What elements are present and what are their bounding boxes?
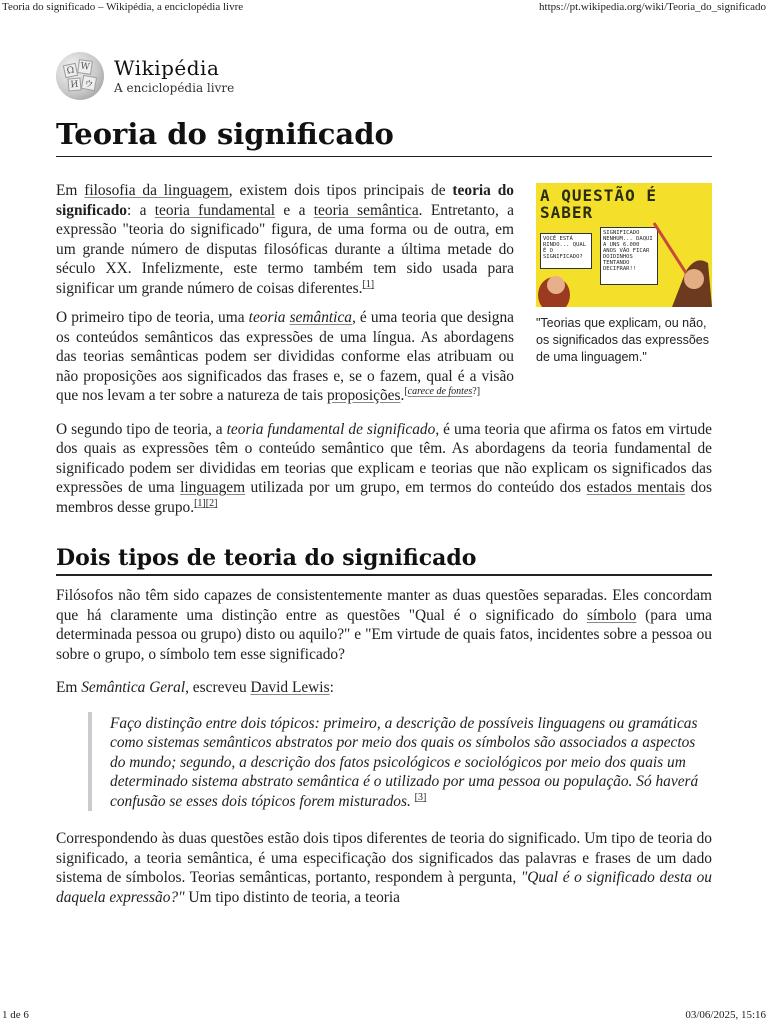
print-footer — [0, 1009, 768, 1021]
link-david-lewis[interactable]: David Lewis — [250, 679, 330, 696]
section-paragraph-1: Filósofos não têm sido capazes de consistentemente manter as duas questões separadas. Eles concordam que há claramente uma distinção entre as questões "Qual é o significado do símbolo (para uma determinada pessoa ou grupo) disto ou aquilo?" e "Em virtude de quais fatos, incidentes sobre a pessoa ou sobre o grupo, o símbolo tem esse significado? — [56, 587, 712, 663]
wikipedia-logo[interactable] — [56, 52, 234, 100]
link-proposicoes[interactable]: proposições — [326, 387, 401, 404]
print-url[interactable]: https://pt.wikipedia.org/wiki/Teoria_do_significado — [539, 1, 766, 13]
reference-1[interactable]: [1] — [362, 278, 375, 290]
print-header — [0, 1, 768, 13]
intro-paragraph-2: O primeiro tipo de teoria, uma teoria semântica, é uma teoria que designa os conteúdos semânticos das expressões de uma língua. As abordagens das teorias semânticas podem ser divididas conforme elas atribuam ou não proposições aos significados das frases e, se o fazem, qual é a visão que nos levam a ter sobre a natureza de tais proposições.[carece de fontes?] — [56, 309, 515, 404]
intro-paragraph-1: Em filosofia da linguagem, existem dois tipos principais de teoria do significado: a teoria fundamental e a teoria semântica. Entretanto, a expressão "teoria do significado" figura, de uma forma ou de outra, em um grande número de disputas filosóficas durante a última metade do século XX. Infelizmente, este termo também tem sido usada para significar um grande número de coisas diferentes.[1] — [56, 182, 514, 297]
logo-wordmark: Wikipédia — [114, 56, 220, 80]
link-semantica[interactable]: semântica — [289, 309, 352, 326]
link-filosofia-da-linguagem[interactable]: filosofia da linguagem — [84, 182, 229, 199]
reference-3[interactable]: [3] — [414, 791, 427, 803]
page-number: 1 de 6 — [2, 1009, 29, 1021]
figure-characters-illustration — [536, 183, 712, 307]
wikipedia-globe-icon: Ω W И ウ — [56, 52, 104, 100]
reference-1[interactable]: [1] — [194, 497, 206, 509]
reference-2[interactable]: [2] — [205, 497, 218, 509]
link-linguagem[interactable]: linguagem — [180, 479, 246, 496]
print-page-title: Teoria do significado – Wikipédia, a enciclopédia livre — [2, 1, 244, 13]
figure-caption: "Teorias que explicam, ou não, os significados das expressões de uma linguagem." — [536, 316, 710, 364]
link-teoria-fundamental[interactable]: teoria fundamental — [154, 201, 276, 219]
link-estados-mentais[interactable]: estados mentais — [586, 479, 686, 496]
quote-text: Faço distinção entre dois tópicos: primeiro, a descrição de possíveis linguagens ou gramáticas como sistemas semânticos abstratos por meio dos quais os símbolos são associados a aspectos do mundo; segundo, a descrição dos fatos psicológicos e sociológicos por meio dos quais um determinado sistema abstrato semântica é o utilizado por uma pessoa ou população. Só haverá confusão se esses dois tópicos forem misturados. — [110, 714, 699, 810]
section-heading: Dois tipos de teoria do significado — [56, 543, 712, 576]
print-datetime: 03/06/2025, 15:16 — [685, 1009, 766, 1021]
article-content — [56, 114, 712, 917]
logo-tagline: A enciclopédia livre — [114, 81, 235, 95]
citation-needed-link[interactable]: carece de fontes — [407, 385, 473, 397]
quote-block — [88, 712, 712, 812]
figure-image[interactable] — [536, 183, 712, 307]
figure-bubble-right: SIGNIFICADO NENHUM... DAQUI A UNS 6.000 ANOS VÃO FICAR DOIDINHOS TENTANDO DECIFRAR!! — [600, 227, 658, 285]
page-title: Teoria do significado — [56, 114, 712, 157]
link-simbolo[interactable]: símbolo — [586, 606, 637, 624]
intro-paragraph-3: O segundo tipo de teoria, a teoria fundamental de significado, é uma teoria que afirma os fatos em virtude dos quais as expressões têm o conteúdo semântico que têm. As abordagens da teoria fundamental de significado podem ser divididas em teorias que explicam e teorias que não explicam os significados das expressões de uma linguagem utilizada por um grupo, em termos do conteúdo dos estados mentais dos membros desse grupo.[1][2] — [56, 420, 712, 516]
section-paragraph-3: Correspondendo às duas questões estão dois tipos diferentes de teoria do significado. Um tipo de teoria do significado, a teoria semântica, é uma especificação dos significados das palavras e frases de um dado sistema de símbolos. Teorias semânticas, portanto, respondem à pergunta, "Qual é o significado desta ou daquela expressão?" Um tipo distinto de teoria, a teoria — [56, 830, 712, 906]
section-paragraph-2: Em Semântica Geral, escreveu David Lewis: — [56, 679, 334, 696]
figure-bubble-left: VOCÊ ESTÁ RINDO... QUAL É O SIGNIFICADO? — [540, 233, 592, 269]
article-figure — [536, 183, 712, 366]
figure-image-text: A QUESTÃO É SABER — [540, 186, 657, 222]
link-teoria-semantica[interactable]: teoria semântica — [313, 201, 419, 219]
